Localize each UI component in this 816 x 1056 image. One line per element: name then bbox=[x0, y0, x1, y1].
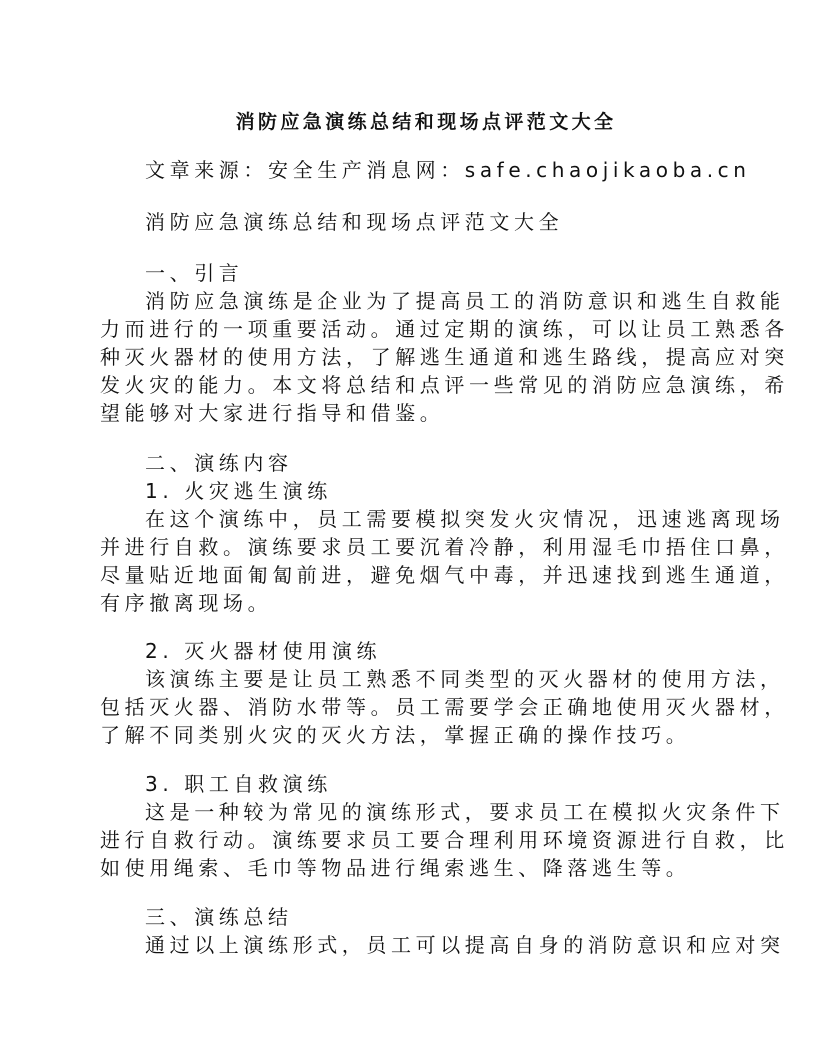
document-title: 消防应急演练总结和现场点评范文大全 bbox=[235, 111, 617, 133]
paragraph-line: 这是一种较为常见的演练形式，要求员工在模拟火灾条件下 bbox=[145, 800, 785, 824]
paragraph-line: 包括灭火器、消防水带等。员工需要学会正确地使用灭火器材， bbox=[100, 695, 789, 719]
section-heading: 一、引言 bbox=[145, 261, 244, 285]
subsection-heading: 2. 灭火器材使用演练 bbox=[145, 639, 382, 663]
subsection-heading: 3. 职工自救演练 bbox=[145, 772, 332, 796]
paragraph-line: 发火灾的能力。本文将总结和点评一些常见的消防应急演练，希 bbox=[100, 373, 789, 397]
paragraph-line: 通过以上演练形式，员工可以提高自身的消防意识和应对突 bbox=[145, 933, 785, 957]
paragraph-line: 力而进行的一项重要活动。通过定期的演练，可以让员工熟悉各 bbox=[100, 317, 789, 341]
subsection-3 bbox=[100, 770, 789, 882]
section-summary bbox=[100, 903, 785, 959]
paragraph-line: 尽量贴近地面匍匐前进，避免烟气中毒，并迅速找到逃生通道， bbox=[100, 563, 789, 587]
source-line: 文章来源：安全生产消息网：safe.chaojikaoba.cn bbox=[145, 158, 751, 182]
section-intro bbox=[100, 259, 789, 427]
paragraph-line: 并进行自救。演练要求员工要沉着冷静，利用湿毛巾捂住口鼻， bbox=[100, 535, 789, 559]
section-content bbox=[100, 449, 789, 617]
paragraph-line: 该演练主要是让员工熟悉不同类型的灭火器材的使用方法， bbox=[145, 667, 785, 691]
subsection-heading: 1. 火灾逃生演练 bbox=[145, 479, 332, 503]
section-heading: 二、演练内容 bbox=[145, 451, 293, 475]
section-heading: 三、演练总结 bbox=[145, 905, 293, 929]
paragraph-line: 在这个演练中，员工需要模拟突发火灾情况，迅速逃离现场 bbox=[145, 507, 785, 531]
paragraph-line: 如使用绳索、毛巾等物品进行绳索逃生、降落逃生等。 bbox=[100, 856, 691, 880]
paragraph-line: 望能够对大家进行指导和借鉴。 bbox=[100, 401, 445, 425]
paragraph-line: 了解不同类别火灾的灭火方法，掌握正确的操作技巧。 bbox=[100, 723, 691, 747]
paragraph-line: 种灭火器材的使用方法，了解逃生通道和逃生路线，提高应对突 bbox=[100, 345, 789, 369]
subsection-2 bbox=[100, 637, 789, 749]
paragraph-line: 进行自救行动。演练要求员工要合理利用环境资源进行自救，比 bbox=[100, 828, 789, 852]
paragraph-line: 有序撤离现场。 bbox=[100, 591, 273, 615]
paragraph-line: 消防应急演练是企业为了提高员工的消防意识和逃生自救能 bbox=[145, 289, 785, 313]
subtitle: 消防应急演练总结和现场点评范文大全 bbox=[145, 210, 564, 234]
